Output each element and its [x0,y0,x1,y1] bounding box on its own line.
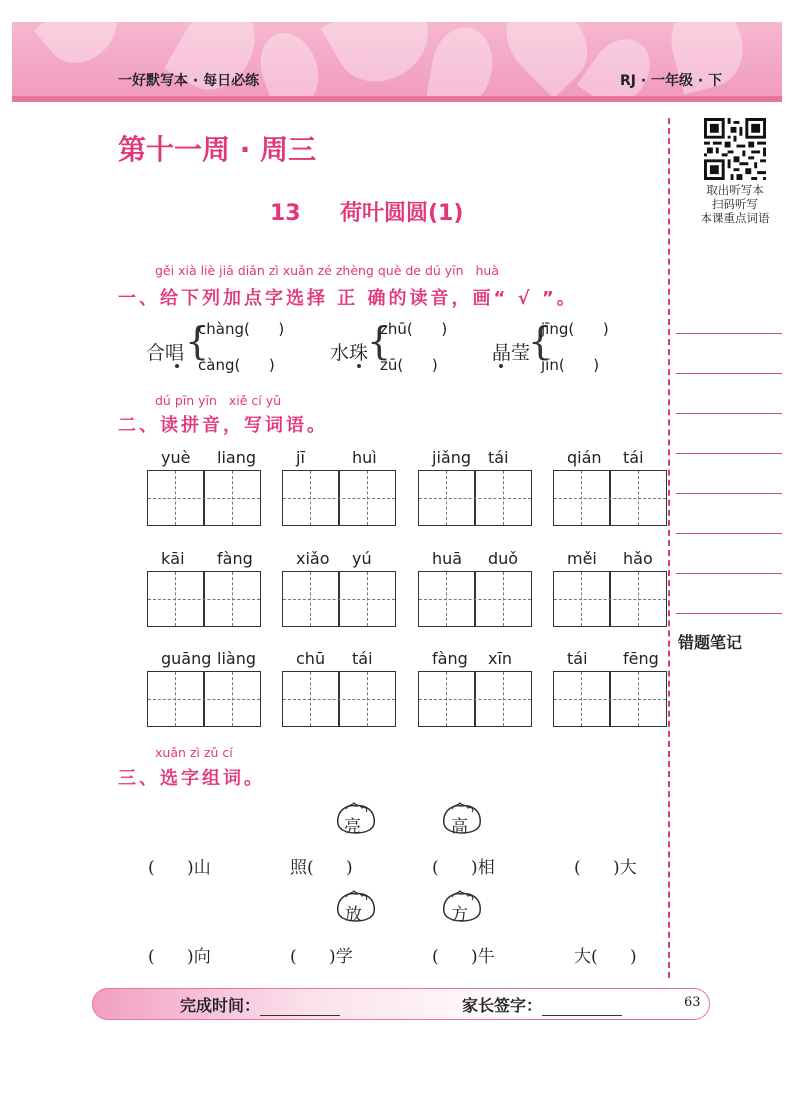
lesson-title [270,196,463,227]
grid-pinyin: xīn [488,649,513,668]
completion-time-label: 完成时间： [180,996,261,1015]
item1-option1[interactable]: chàng( ) [198,320,285,338]
note-line [676,413,782,414]
choice-char: 高 [451,817,468,837]
header-band [12,22,782,102]
grid-pinyin: xiǎo [296,549,330,568]
item3-option2[interactable]: jīn( ) [541,356,600,374]
item2-option1[interactable]: zhū( ) [380,320,448,338]
writing-grid[interactable] [418,671,532,727]
grid-pinyin: liàng [217,649,256,668]
fill-blank[interactable]: ( )相 [432,858,495,878]
note-line [676,373,782,374]
grid-pinyin: huì [352,448,377,467]
grid-pinyin: fàng [432,649,468,668]
margin-divider [668,118,670,978]
qr-caption-2: 扫码听写 [712,197,758,211]
qr-caption-3: 本课重点词语 [700,211,770,225]
item3-option1[interactable]: jīng( ) [541,320,609,338]
page-number: 63 [684,995,701,1010]
grid-pinyin: duǒ [488,549,519,568]
grid-pinyin: hǎo [623,549,653,568]
completion-time [180,993,340,1016]
fill-blank[interactable]: ( )山 [148,858,211,878]
part2-heading: 二、读拼音，写词语。 [118,415,328,436]
qr-caption-1: 取出听写本 [706,183,764,197]
emphasis-dot [175,364,179,368]
grid-pinyin: yú [352,549,372,568]
completion-time-field[interactable] [260,996,340,1016]
choice-char: 放 [345,905,362,925]
part1-pinyin: gěi xià liè jiā diǎn zì xuǎn zé zhèng què de dú yīn huà [155,263,500,278]
brace: { [528,319,553,363]
brace: { [185,319,210,363]
header-series: 一好默写本 · 每日必练 [118,73,260,89]
writing-grid[interactable] [553,671,667,727]
grid-pinyin: jī [296,448,305,467]
emphasis-dot [357,364,361,368]
emphasis-dot [499,364,503,368]
note-line [676,453,782,454]
writing-grid[interactable] [282,571,396,627]
writing-grid[interactable] [147,470,261,526]
lesson-number: 13 [270,201,301,226]
grid-pinyin: jiǎng [432,448,471,467]
grid-pinyin: guāng [161,649,212,668]
item2-word: 水珠 [330,342,369,364]
item2-option2[interactable]: zū( ) [380,356,438,374]
note-line [676,573,782,574]
item1-option2[interactable]: càng( ) [198,356,275,374]
grid-pinyin: tái [623,448,644,467]
fill-blank[interactable]: ( )牛 [432,947,495,967]
item3-word: 晶莹 [492,342,531,364]
grid-pinyin: tái [352,649,373,668]
fill-blank[interactable]: ( )向 [148,947,211,967]
error-notes-label: 错题笔记 [678,633,743,652]
grid-pinyin: liang [217,448,256,467]
grid-pinyin: tái [488,448,509,467]
grid-pinyin: chū [296,649,326,668]
writing-grid[interactable] [553,470,667,526]
fill-blank[interactable]: ( )学 [290,947,353,967]
brace: { [367,319,392,363]
grid-pinyin: qián [567,448,602,467]
fill-blank[interactable]: ( )大 [574,858,637,878]
grid-pinyin: fàng [217,549,253,568]
choice-char: 亮 [344,817,361,837]
part1-heading: 一、给下列加点字选择 正 确的读音，画“ √ ”。 [118,288,578,309]
grid-pinyin: tái [567,649,588,668]
fill-blank[interactable]: 照( ) [290,858,353,878]
fill-blank[interactable]: 大( ) [574,947,637,967]
part3-heading: 三、选字组词。 [118,768,265,789]
grid-pinyin: měi [567,549,597,568]
part2-pinyin: dú pīn yīn xiě cí yǔ [155,393,282,408]
writing-grid[interactable] [147,571,261,627]
choice-char: 方 [451,905,468,925]
item1-word: 合唱 [146,342,185,364]
parent-signature-field[interactable] [542,996,622,1016]
grid-pinyin: kāi [161,549,185,568]
grid-pinyin: huā [432,549,463,568]
parent-signature-label: 家长签字： [462,996,543,1015]
note-line [676,613,782,614]
writing-grid[interactable] [282,470,396,526]
writing-grid[interactable] [553,571,667,627]
grid-pinyin: yuè [161,448,191,467]
part3-pinyin: xuǎn zì zǔ cí [155,745,233,760]
writing-grid[interactable] [282,671,396,727]
header-underline [12,96,782,102]
header-grade: RJ · 一年级 · 下 [620,73,723,89]
lesson-name: 荷叶圆圆(1) [339,201,464,226]
writing-grid[interactable] [418,470,532,526]
qr-code-icon[interactable] [704,118,766,180]
note-line [676,333,782,334]
note-line [676,533,782,534]
writing-grid[interactable] [418,571,532,627]
note-line [676,493,782,494]
writing-grid[interactable] [147,671,261,727]
page-title: 第十一周 · 周三 [118,133,317,166]
parent-signature [462,993,622,1016]
grid-pinyin: fēng [623,649,659,668]
